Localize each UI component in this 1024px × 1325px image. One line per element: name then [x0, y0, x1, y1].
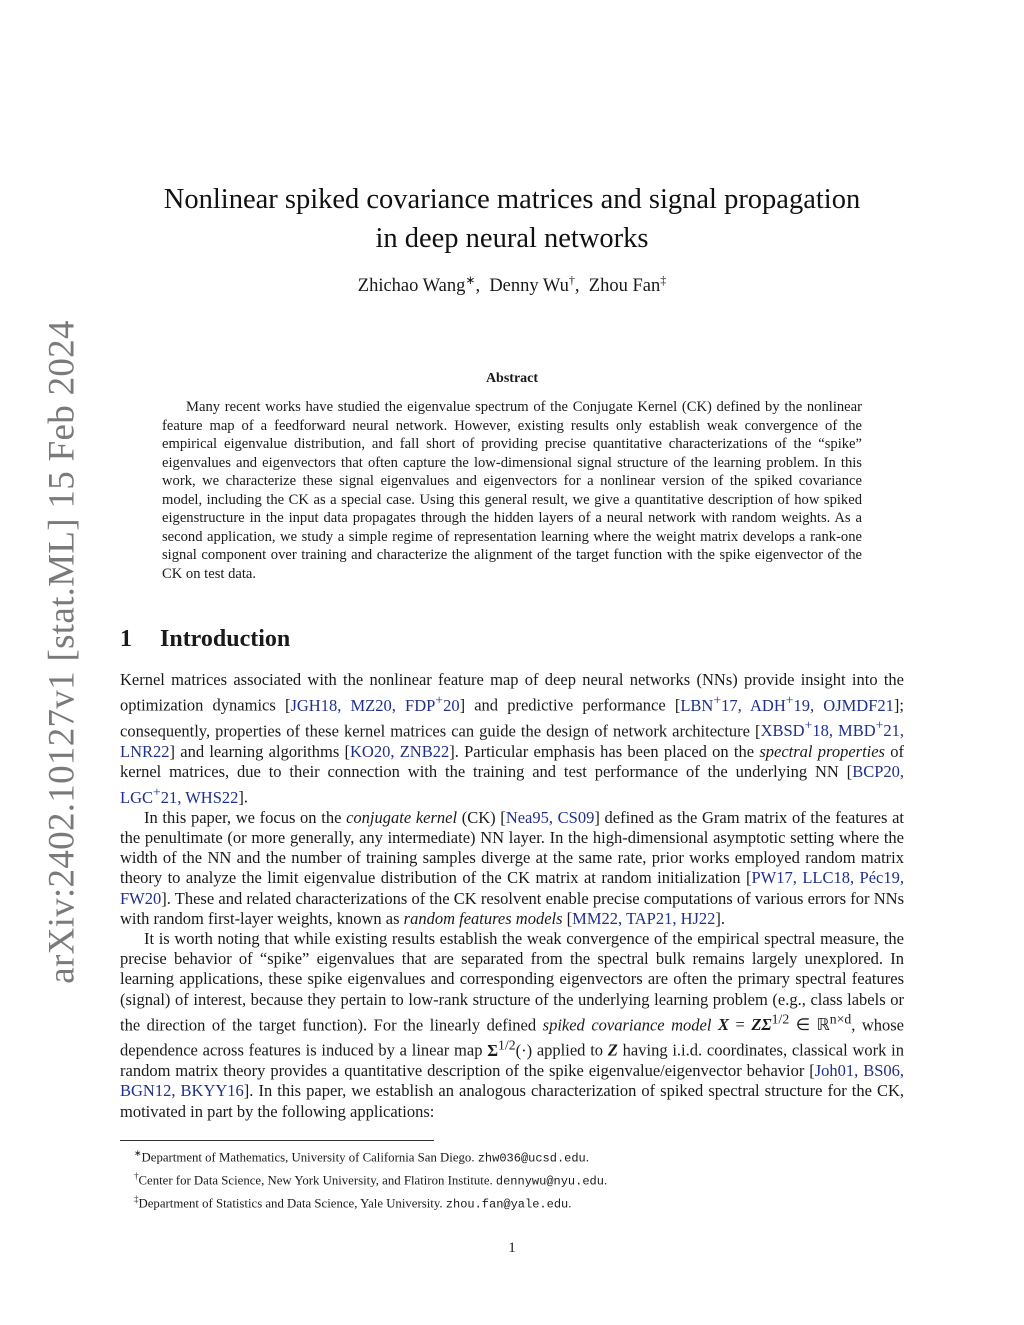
text-run: ] and learning algorithms [ [169, 741, 350, 761]
text-run: It is worth noting that while existing results establish the weak convergence of the empirical spectral measure, the precise behavior of “spike” eigenvalues that are separated from the spectral bulk remains largely unexplored. In learning applications, these spike eigenvalues and corresponding eigenvectors are often the primary spectral features (signal) of interest, because they pertain to low-rank structure of the underlying learning problem (e.g., class labels or the direction of the target function). For the linearly defined [120, 928, 904, 1035]
footnote-item: ‡Department of Statistics and Data Science, Yale University. zhou.fan@yale.edu. [134, 1193, 572, 1211]
emphasis: spectral properties [759, 741, 885, 761]
text-run: In this paper, we focus on the [144, 807, 347, 827]
text-run: ] defined as the Gram matrix of the features at the penultimate (or more generally, any intermediate) NN layer. In the high-dimensional asymptotic setting where the width of the NN and the number of training samples diverge at the same rate, prior works employed random matrix theory to analyze the limit eigenvalue distribution of the CK matrix at random initialization [ [120, 807, 905, 888]
author-name: Zhichao Wang [357, 276, 466, 297]
footnote-item: ∗Department of Mathematics, University of California San Diego. zhw036@ucsd.edu. [134, 1148, 589, 1166]
body-text [120, 670, 904, 1122]
emphasis: conjugate kernel [346, 807, 458, 827]
section-title: Introduction [160, 626, 291, 652]
text-run: ]. In this paper, we establish an analogous characterization of spiked spectral structure for the CK, motivated in part by the following applications: [120, 1081, 905, 1121]
text-run: ]. Particular emphasis has been placed on the [449, 741, 760, 761]
author-name: Denny Wu [489, 276, 569, 297]
author-name: Zhou Fan [588, 276, 661, 297]
paper-title [120, 180, 904, 258]
citation-link[interactable]: Joh01, BS06, BGN12, BKYY16 [120, 1061, 905, 1101]
citation-link[interactable]: Nea95, CS09 [505, 807, 595, 827]
email-link[interactable]: zhou.fan@yale.edu [445, 1196, 569, 1211]
text-run: ] and predictive performance [ [459, 695, 681, 715]
title-line-1: Nonlinear spiked covariance matrices and signal propagation [163, 184, 861, 215]
paragraph-1 [120, 670, 904, 808]
paragraph-3 [120, 929, 904, 1122]
text-run: ]. [715, 908, 726, 928]
text-run: (CK) [ [457, 807, 506, 827]
text-run: of kernel matrices, due to their connection with the training and test performance of the underlying NN [ [120, 741, 904, 781]
abstract-text: Many recent works have studied the eigenvalue spectrum of the Conjugate Kernel (CK) defined by the nonlinear feature map of a feedforward neural network. However, existing results only establish weak convergence of the empirical eigenvalue distribution, and fall short of providing precise quantitative characterizations of the “spike” eigenvalues and eigenvectors that often capture the low-dimensional signal structure of the learning problem. In this work, we characterize these signal eigenvalues and eigenvectors for a nonlinear version of the spiked covariance model, including the CK as a special case. Using this general result, we give a quantitative description of how spiked eigenstructure in the input data propagates through the hidden layers of a neural network with random weights. As a second application, we study a simple regime of representation learning where the weight matrix develops a rank-one signal component over training and characterize the alignment of the target function with the spike eigenvector of the CK on test data. [162, 399, 862, 582]
math-expression: Z [607, 1040, 618, 1060]
citation-link[interactable]: XBSD+18, MBD+21, LNR22 [120, 717, 905, 761]
emphasis: spiked covariance model [542, 1015, 712, 1035]
emphasis: random features models [403, 908, 563, 928]
title-line-2: in deep neural networks [375, 223, 649, 254]
email-link[interactable]: zhw036@ucsd.edu [477, 1151, 586, 1166]
text-run: , whose dependence across features is induced by a linear map [120, 1015, 905, 1060]
paragraph-2 [120, 808, 904, 929]
arxiv-identifier-stamp: arXiv:2402.10127v1 [stat.ML] 15 Feb 2024 [41, 320, 83, 984]
page-number: 1 [508, 1240, 516, 1256]
section-heading [120, 626, 290, 653]
math-expression: $\Sigma^{1/2}(\cdot)$ [487, 1037, 533, 1060]
footnote-item: †Center for Data Science, New York University, and Flatiron Institute. dennywu@nyu.edu. [134, 1170, 608, 1189]
author-footnote-mark[interactable]: ∗ [465, 273, 476, 287]
math-expression: $X = Z\Sigma^{1/2}$ ∈ ℝ$^{n\times d}$ [717, 1011, 852, 1035]
citation-link[interactable]: BCP20, LGC+21, WHS22 [120, 761, 904, 807]
text-run: ]; consequently, properties of these kernel matrices can guide the design of network architecture [ [120, 695, 904, 741]
abstract-heading: Abstract [485, 371, 539, 386]
citation-link[interactable]: PW17, LLC18, Péc19, FW20 [120, 868, 904, 908]
footnote-divider [120, 1140, 434, 1141]
citation-link[interactable]: LBN+17, ADH+19, OJMDF21 [680, 692, 894, 715]
footnotes [120, 1145, 904, 1213]
citation-link[interactable]: KO20, ZNB22 [350, 741, 450, 761]
text-run: Kernel matrices associated with the nonlinear feature map of deep neural networks (NNs) provide insight into the optimization dynamics [ [120, 670, 904, 715]
citation-link[interactable]: JGH18, MZ20, FDP+20 [290, 692, 460, 715]
text-run: [ [562, 908, 573, 928]
author-footnote-mark[interactable]: † [568, 273, 575, 287]
author-footnote-mark[interactable]: ‡ [660, 273, 667, 287]
email-link[interactable]: dennywu@nyu.edu [495, 1174, 604, 1189]
text-run: applied to [532, 1040, 608, 1060]
text-run: having i.i.d. coordinates, classical work in random matrix theory provides a quantitative description of the spike eigenvalue/eigenvector behavior [ [120, 1040, 904, 1081]
text-run: ]. These and related characterizations of the CK resolvent enable precise computations of various errors for NNs with random first-layer weights, known as [120, 888, 904, 928]
text-run: ]. [238, 787, 249, 807]
citation-link[interactable]: MM22, TAP21, HJ22 [572, 908, 716, 928]
section-number: 1 [120, 626, 132, 652]
author-list: Zhichao Wang∗, Denny Wu†, Zhou Fan‡ [357, 273, 667, 297]
